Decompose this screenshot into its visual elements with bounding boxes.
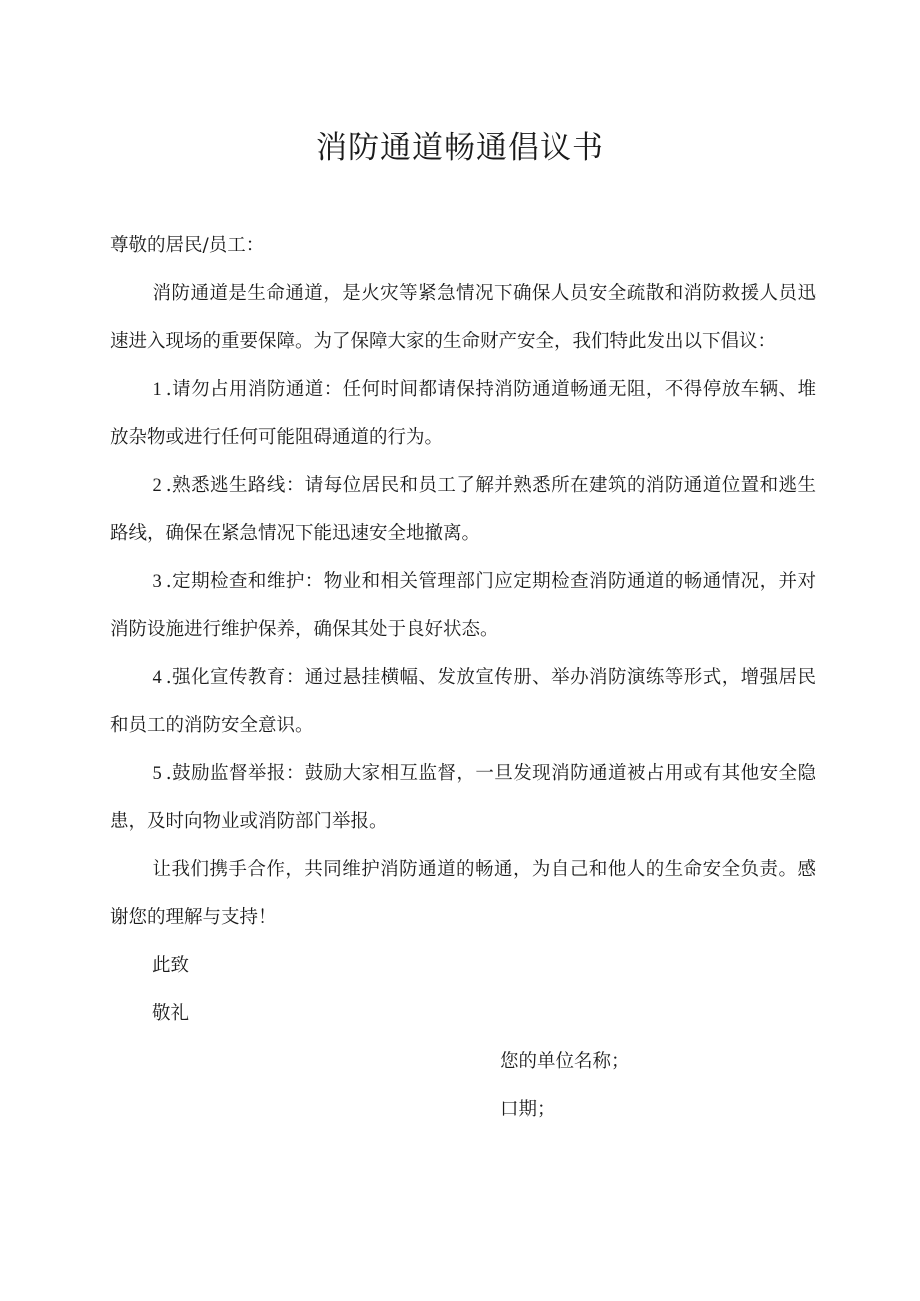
proposal-item-text: .熟悉逃生路线：请每位居民和员工了解并熟悉所在建筑的消防通道位置和逃生路线，确保在紧急情况下能迅速安全地撤离。 — [110, 475, 816, 544]
salutation: 尊敬的居民/员工： — [110, 235, 265, 256]
proposal-item-text: .请勿占用消防通道：任何时间都请保持消防通道畅通无阻，不得停放车辆、堆放杂物或进行任何可能阻碍通道的行为。 — [110, 379, 816, 448]
proposal-item-3 — [110, 558, 816, 654]
intro-paragraph: 消防通道是生命通道，是火灾等紧急情况下确保人员安全疏散和消防救援人员迅速进入现场的重要保障。为了保障大家的生命财产安全，我们特此发出以下倡议： — [110, 283, 816, 352]
proposal-item-number: 5 — [152, 764, 162, 784]
proposal-item-number: 2 — [152, 476, 162, 496]
proposal-item-number: 1 — [152, 380, 162, 400]
proposal-item-text: .强化宣传教育：通过悬挂横幅、发放宣传册、举办消防演练等形式，增强居民和员工的消防安全意识。 — [110, 667, 816, 736]
proposal-item-number: 4 — [152, 668, 162, 688]
proposal-item-4 — [110, 654, 816, 750]
document-title: 消防通道畅通倡议书 — [316, 130, 604, 166]
proposal-item-text: .鼓励监督举报：鼓励大家相互监督，一旦发现消防通道被占用或有其他安全隐患，及时向物业或消防部门举报。 — [110, 763, 816, 832]
closing-line-2: 敬礼 — [152, 1003, 190, 1024]
document-body — [110, 222, 816, 1134]
signature-unit: 您的单位名称； — [500, 1051, 630, 1072]
signature-date: 口期； — [500, 1099, 556, 1120]
proposal-item-5 — [110, 750, 816, 846]
conclusion-paragraph: 让我们携手合作，共同维护消防通道的畅通，为自己和他人的生命安全负责。感谢您的理解与支持！ — [110, 859, 816, 928]
proposal-item-1 — [110, 366, 816, 462]
closing-line-1: 此致 — [152, 955, 190, 976]
proposal-item-number: 3 — [152, 572, 162, 592]
proposal-item-2 — [110, 462, 816, 558]
proposal-item-text: .定期检查和维护：物业和相关管理部门应定期检查消防通道的畅通情况，并对消防设施进行维护保养，确保其处于良好状态。 — [110, 571, 816, 640]
